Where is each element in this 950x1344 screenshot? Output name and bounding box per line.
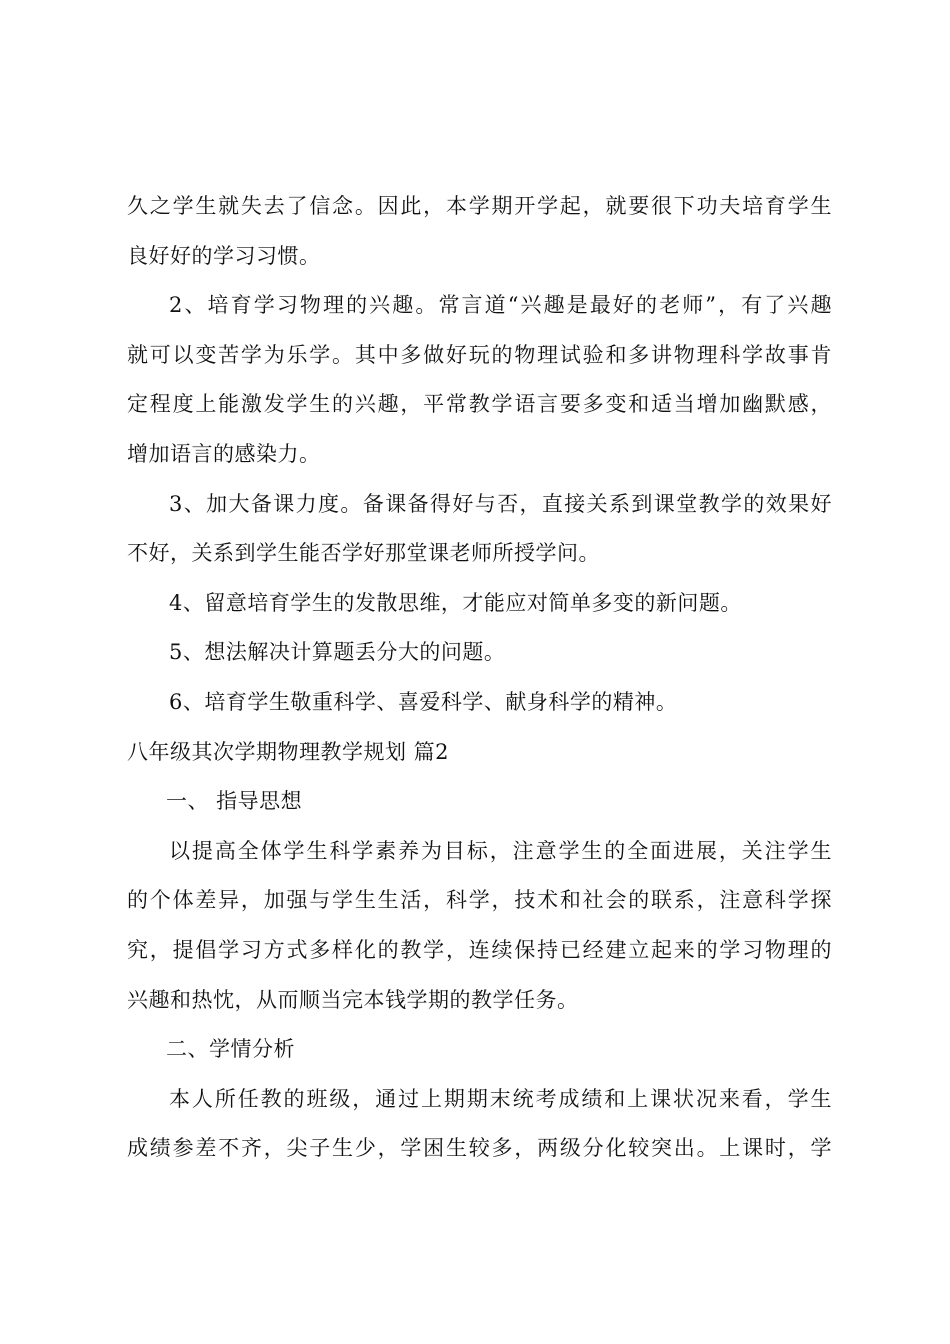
paragraph-line: 本人所任教的班级，通过上期期末统考成绩和上课状况来看，学生 <box>169 1087 832 1111</box>
paragraph-line: 3、加大备课力度。备课备得好与否，直接关系到课堂教学的效果好 <box>169 492 832 516</box>
paragraph-line: 成绩参差不齐，尖子生少，学困生较多，两级分化较突出。上课时，学 <box>127 1136 832 1160</box>
paragraph-line: 2、培育学习物理的兴趣。常言道“兴趣是最好的老师”，有了兴趣 <box>169 293 832 317</box>
paragraph-line: 不好，关系到学生能否学好那堂课老师所授学问。 <box>127 541 600 565</box>
paragraph-line: 的个体差异，加强与学生生活，科学，技术和社会的联系，注意科学探 <box>127 888 832 912</box>
paragraph-line: 4、留意培育学生的发散思维，才能应对简单多变的新问题。 <box>169 591 742 615</box>
paragraph-line: 良好好的学习习惯。 <box>127 244 321 268</box>
paragraph-line: 5、想法解决计算题丢分大的问题。 <box>169 640 506 664</box>
paragraph-line: 增加语言的感染力。 <box>127 442 321 466</box>
subsection-heading: 一、 指导思想 <box>166 789 303 813</box>
subsection-heading: 二、学情分析 <box>166 1037 295 1061</box>
paragraph-line: 久之学生就失去了信念。因此，本学期开学起，就要很下功夫培育学生 <box>127 194 832 218</box>
paragraph-line: 定程度上能激发学生的兴趣，平常教学语言要多变和适当增加幽默感， <box>127 392 832 416</box>
section-heading: 八年级其次学期物理教学规划 篇2 <box>127 740 450 764</box>
paragraph-line: 究，提倡学习方式多样化的教学，连续保持已经建立起来的学习物理的 <box>127 938 832 962</box>
paragraph-line: 兴趣和热忱，从而顺当完本钱学期的教学任务。 <box>127 988 579 1012</box>
paragraph-line: 以提高全体学生科学素养为目标，注意学生的全面进展，关注学生 <box>169 839 832 863</box>
paragraph-line: 6、培育学生敬重科学、喜爱科学、献身科学的精神。 <box>169 690 678 714</box>
paragraph-line: 就可以变苦学为乐学。其中多做好玩的物理试验和多讲物理科学故事肯 <box>127 343 832 367</box>
